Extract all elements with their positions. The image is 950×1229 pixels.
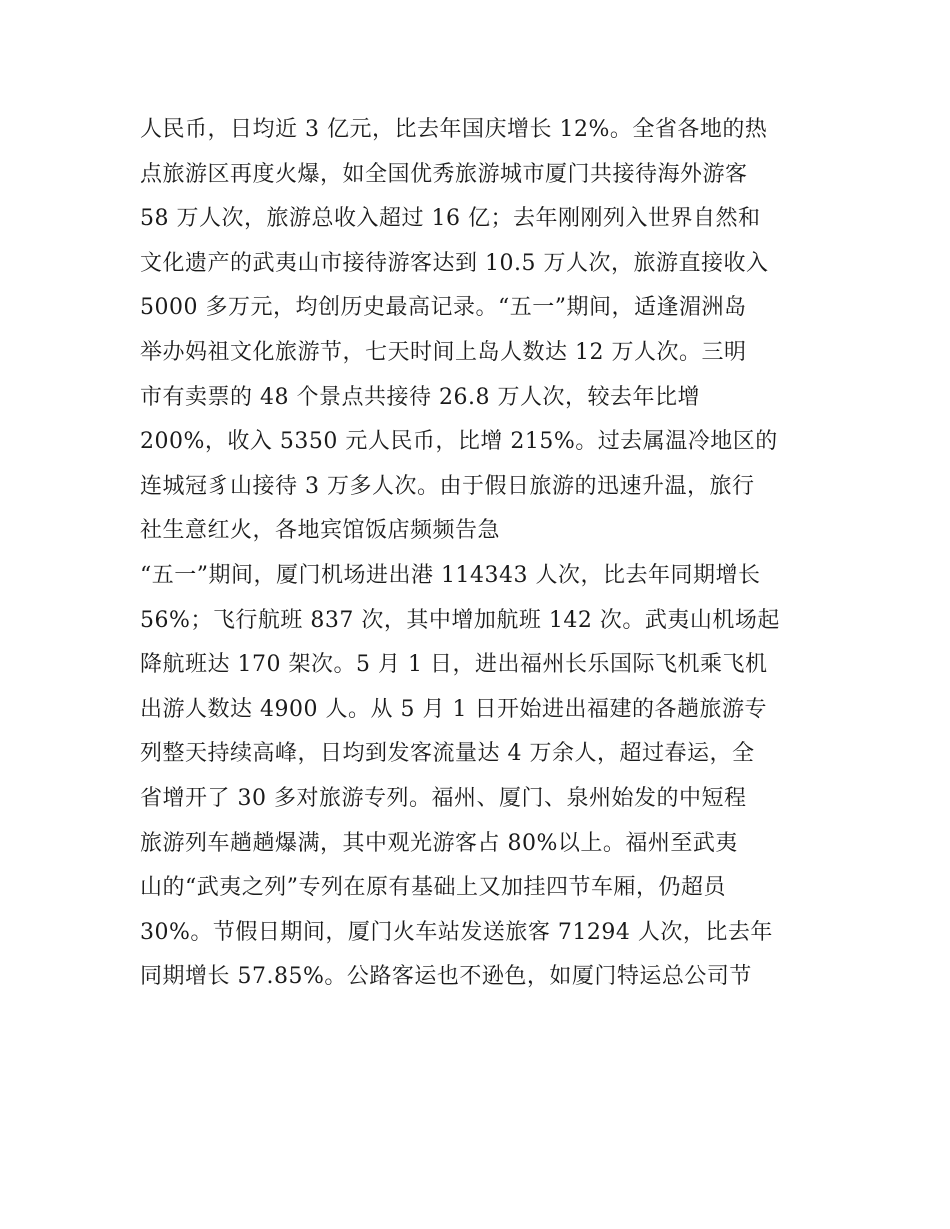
text-line: “五一”期间，厦门机场进出港 114343 人次，比去年同期增长 xyxy=(140,562,761,588)
text-line: 同期增长 57.85%。公路客运也不逊色，如厦门特运总公司节 xyxy=(140,964,752,990)
text-line: 降航班达 170 架次。5 月 1 日，进出福州长乐国际飞机乘飞机 xyxy=(140,652,768,678)
text-line: 点旅游区再度火爆，如全国优秀旅游城市厦门共接待海外游客 xyxy=(140,161,748,187)
text-line: 人民币，日均近 3 亿元，比去年国庆增长 12%。全省各地的热 xyxy=(140,117,768,142)
body-text xyxy=(140,108,820,1000)
text-line: 出游人数达 4900 人。从 5 月 1 日开始进出福建的各趟旅游专 xyxy=(140,696,767,722)
text-line: 旅游列车趟趟爆满，其中观光游客占 80%以上。福州至武夷 xyxy=(140,830,738,856)
text-line: 山的“武夷之列”专列在原有基础上又加挂四节车厢，仍超员 xyxy=(140,875,726,901)
text-line: 连城冠豸山接待 3 万多人次。由于假日旅游的迅速升温，旅行 xyxy=(140,473,755,499)
text-line: 5000 多万元，均创历史最高记录。“五一”期间，适逢湄洲岛 xyxy=(140,295,747,321)
text-line: 社生意红火，各地宾馆饭店频频告急 xyxy=(140,518,501,544)
text-line: 市有卖票的 48 个景点共接待 26.8 万人次，较去年比增 xyxy=(140,384,700,410)
text-line: 列整天持续高峰，日均到发客流量达 4 万余人，超过春运，全 xyxy=(140,741,755,767)
text-line: 省增开了 30 多对旅游专列。福州、厦门、泉州始发的中短程 xyxy=(140,785,747,811)
text-line: 30%。节假日期间，厦门火车站发送旅客 71294 人次，比去年 xyxy=(140,919,773,945)
text-line: 举办妈祖文化旅游节，七天时间上岛人数达 12 万人次。三明 xyxy=(140,339,747,365)
text-line: 文化遗产的武夷山市接待游客达到 10.5 万人次，旅游直接收入 xyxy=(140,250,769,276)
text-line: 56%；飞行航班 837 次，其中增加航班 142 次。武夷山机场起 xyxy=(140,607,780,633)
text-line: 58 万人次，旅游总收入超过 16 亿；去年刚刚列入世界自然和 xyxy=(140,206,761,232)
text-line: 200%，收入 5350 元人民币，比增 215%。过去属温冷地区的 xyxy=(140,429,778,455)
